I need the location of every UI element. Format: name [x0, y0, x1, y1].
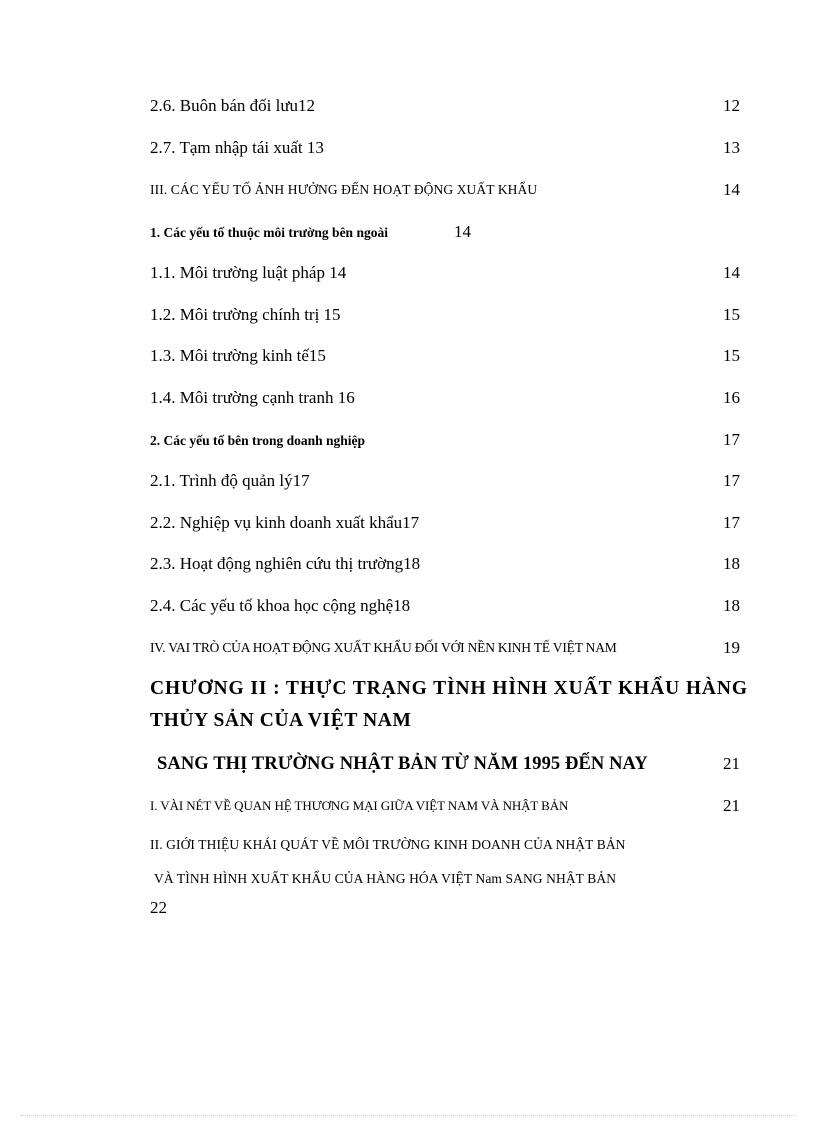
toc-entry-text: II. GIỚI THIỆU KHÁI QUÁT VỀ MÔI TRƯỜNG KINH DOANH CỦA NHẬT BẢN: [150, 837, 626, 852]
toc-entry-text: 1.4. Môi trường cạnh tranh 16: [150, 388, 355, 407]
toc-page-number: 18: [723, 596, 740, 615]
toc-page-number: 17: [723, 513, 740, 532]
chapter-title-text: SANG THỊ TRƯỜNG NHẬT BẢN TỪ NĂM 1995 ĐẾN NAY: [157, 754, 648, 774]
toc-entry-text: I. VÀI NÉT VỀ QUAN HỆ THƯƠNG MẠI GIỮA VIỆT NAM VÀ NHẬT BẢN: [150, 798, 569, 813]
toc-page-number: 14: [723, 180, 740, 199]
toc-page-number: 15: [723, 346, 740, 365]
toc-page-number: 17: [723, 430, 740, 449]
toc-entry-text: 2.4. Các yếu tố khoa học cộng nghệ18: [150, 596, 411, 615]
toc-entry-text: III. CÁC YẾU TỐ ẢNH HƯỞNG ĐẾN HOẠT ĐỘNG XUẤT KHẨU: [150, 182, 538, 197]
toc-entry-text: 2.6. Buôn bán đối lưu12: [150, 96, 316, 115]
toc-page-number: 22: [150, 898, 167, 917]
toc-page-number: 18: [723, 554, 740, 573]
chapter-title-text: CHƯƠNG II : THỰC TRẠNG TÌNH HÌNH XUẤT KHẨU HÀNG: [150, 678, 748, 699]
toc-page-number: 15: [723, 305, 740, 324]
toc-page-number: 13: [723, 138, 740, 157]
toc-page-number: 12: [723, 96, 740, 115]
toc-entry-text: 1.2. Môi trường chính trị 15: [150, 305, 341, 324]
toc-entry-text: 2.2. Nghiệp vụ kinh doanh xuất khẩu17: [150, 513, 420, 532]
toc-page-number: 21: [723, 754, 740, 773]
toc-page-number: 14: [723, 263, 740, 282]
toc-entry-text: 1.3. Môi trường kinh tế15: [150, 346, 326, 365]
page-bottom-divider: [20, 1115, 796, 1116]
chapter-title-text: THỦY SẢN CỦA VIỆT NAM: [150, 710, 412, 731]
toc-entry-text: VÀ TÌNH HÌNH XUẤT KHẨU CỦA HÀNG HÓA VIỆT Nam SANG NHẬT BẢN: [154, 871, 617, 886]
toc-entry-text: 2.1. Trình độ quản lý17: [150, 471, 310, 490]
toc-entry-text: 1.1. Môi trường luật pháp 14: [150, 263, 347, 282]
toc-entry-text: 2. Các yếu tố bên trong doanh nghiệp: [150, 433, 366, 448]
toc-page-number: 14: [454, 222, 471, 241]
toc-page-number: 17: [723, 471, 740, 490]
toc-entry-text: 1. Các yếu tố thuộc môi trường bên ngoài: [150, 225, 388, 240]
toc-entry-text: IV. VAI TRÒ CỦA HOẠT ĐỘNG XUẤT KHẨU ĐỐI VỚI NỀN KINH TẾ VIỆT NAM: [150, 640, 617, 655]
toc-entry-text: 2.3. Hoạt động nghiên cứu thị trường18: [150, 554, 421, 573]
toc-entry-text: 2.7. Tạm nhập tái xuất 13: [150, 138, 324, 157]
toc-page-number: 19: [723, 638, 740, 657]
toc-page-number: 21: [723, 796, 740, 815]
toc-page-number: 16: [723, 388, 740, 407]
